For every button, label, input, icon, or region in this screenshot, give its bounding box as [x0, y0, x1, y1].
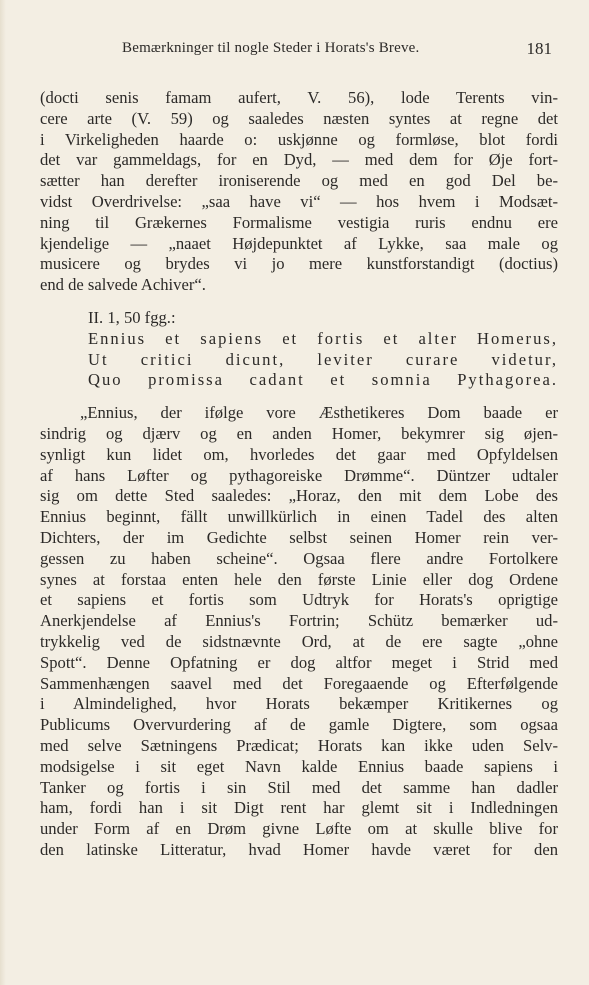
- text-line: i Almindelighed, hvor Horats bekæmper Kritikernes og: [40, 694, 558, 714]
- text-line: synes at forstaa enten hele den første Linie eller dog Ordene: [40, 569, 558, 589]
- verse-line: Ut critici dicunt, leviter curare videtur,: [88, 349, 558, 369]
- text-line: af hans Løfter og pythagoreiske Drømme“. Düntzer udtaler: [40, 465, 558, 485]
- text-line: ham, fordi han i sit Digt rent har glemt sit i Indledningen: [40, 798, 558, 818]
- text-line: gessen zu haben scheine“. Ogsaa flere andre Fortolkere: [40, 548, 558, 568]
- text-line: Dichters, der im Gedichte selbst seinen Homer rein ver-: [40, 527, 558, 547]
- paragraph-gap: [40, 296, 558, 308]
- verse-reference: II. 1, 50 fgg.:: [88, 307, 176, 327]
- text-line: et sapiens et fortis som Udtryk for Horats's oprigtige: [40, 590, 558, 610]
- text-line: under Form af en Drøm givne Løfte om at skulle blive for: [40, 819, 558, 839]
- text-line: sindrig og djærv og en anden Homer, bekymrer sig øjen-: [40, 423, 558, 443]
- text-line: modsigelse i sit eget Navn kalde Ennius baade sapiens i: [40, 756, 558, 776]
- page-number: 181: [526, 39, 552, 58]
- text-line: vidst Overdrivelse: „saa have vi“ — hos hvem i Modsæt-: [40, 191, 558, 211]
- text-line: med selve Sætningens Prædicat; Horats kan ikke uden Selv-: [40, 735, 558, 755]
- verse-line: Quo promissa cadant et somnia Pythagorea.: [88, 370, 558, 390]
- text-line: Publicums Overvurdering af de gamle Digtere, som ogsaa: [40, 715, 558, 735]
- page-header: [40, 40, 556, 68]
- page-edge-shadow: [0, 0, 6, 985]
- text-line: „Ennius, der ifølge vore Æsthetikeres Dom baade er: [80, 403, 558, 423]
- verse-quote: [40, 308, 558, 391]
- text-line: i Virkeligheden haarde o: uskjønne og formløse, blot fordi: [40, 129, 558, 149]
- text-line: end de salvede Achiver“.: [40, 275, 206, 295]
- text-line: cere arte (V. 59) og saaledes næsten syntes at regne det: [40, 108, 558, 128]
- text-line: (docti senis famam aufert, V. 56), lode Terents vin-: [40, 88, 558, 107]
- verse-line: Ennius et sapiens et fortis et alter Homerus,: [88, 328, 558, 348]
- text-line: sig om dette Sted saaledes: „Horaz, den mit dem Lobe des: [40, 486, 558, 506]
- running-head: Bemærkninger til nogle Steder i Horats's Breve.: [122, 40, 420, 56]
- body-text: [40, 88, 558, 861]
- text-line: Sammenhængen saavel med det Foregaaende og Efterfølgende: [40, 673, 558, 693]
- paragraph-2: [40, 403, 558, 861]
- text-line: Spott“. Denne Opfatning er dog altfor meget i Strid med: [40, 652, 558, 672]
- text-line: ning til Grækernes Formalisme vestigia ruris endnu ere: [40, 212, 558, 232]
- text-line: Tanker og fortis i sin Stil med det samme han dadler: [40, 777, 558, 797]
- text-line: det var gammeldags, for en Dyd, — med dem for Øje fort-: [40, 150, 558, 170]
- text-line: synligt kun lidet om, hvorledes det gaar med Opfyldelsen: [40, 444, 558, 464]
- verse-lines: [40, 329, 558, 391]
- text-line: Anerkjendelse af Ennius's Fortrin; Schütz bemærker ud-: [40, 611, 558, 631]
- text-line: musicere og brydes vi jo mere kunstforstandigt (doctius): [40, 254, 558, 274]
- text-line: trykkelig ved de sidstnævnte Ord, at de ere sagte „ohne: [40, 631, 558, 651]
- paragraph-gap: [40, 391, 558, 403]
- text-line: Ennius beginnt, fällt unwillkürlich in einen Tadel des alten: [40, 507, 558, 527]
- text-line: sætter han derefter ironiserende og med en god Del be-: [40, 171, 558, 191]
- text-line: den latinske Litteratur, hvad Homer havde været for den: [40, 839, 558, 859]
- text-line: kjendelige — „naaet Højdepunktet af Lykke, saa male og: [40, 233, 558, 253]
- paragraph-1: [40, 88, 558, 296]
